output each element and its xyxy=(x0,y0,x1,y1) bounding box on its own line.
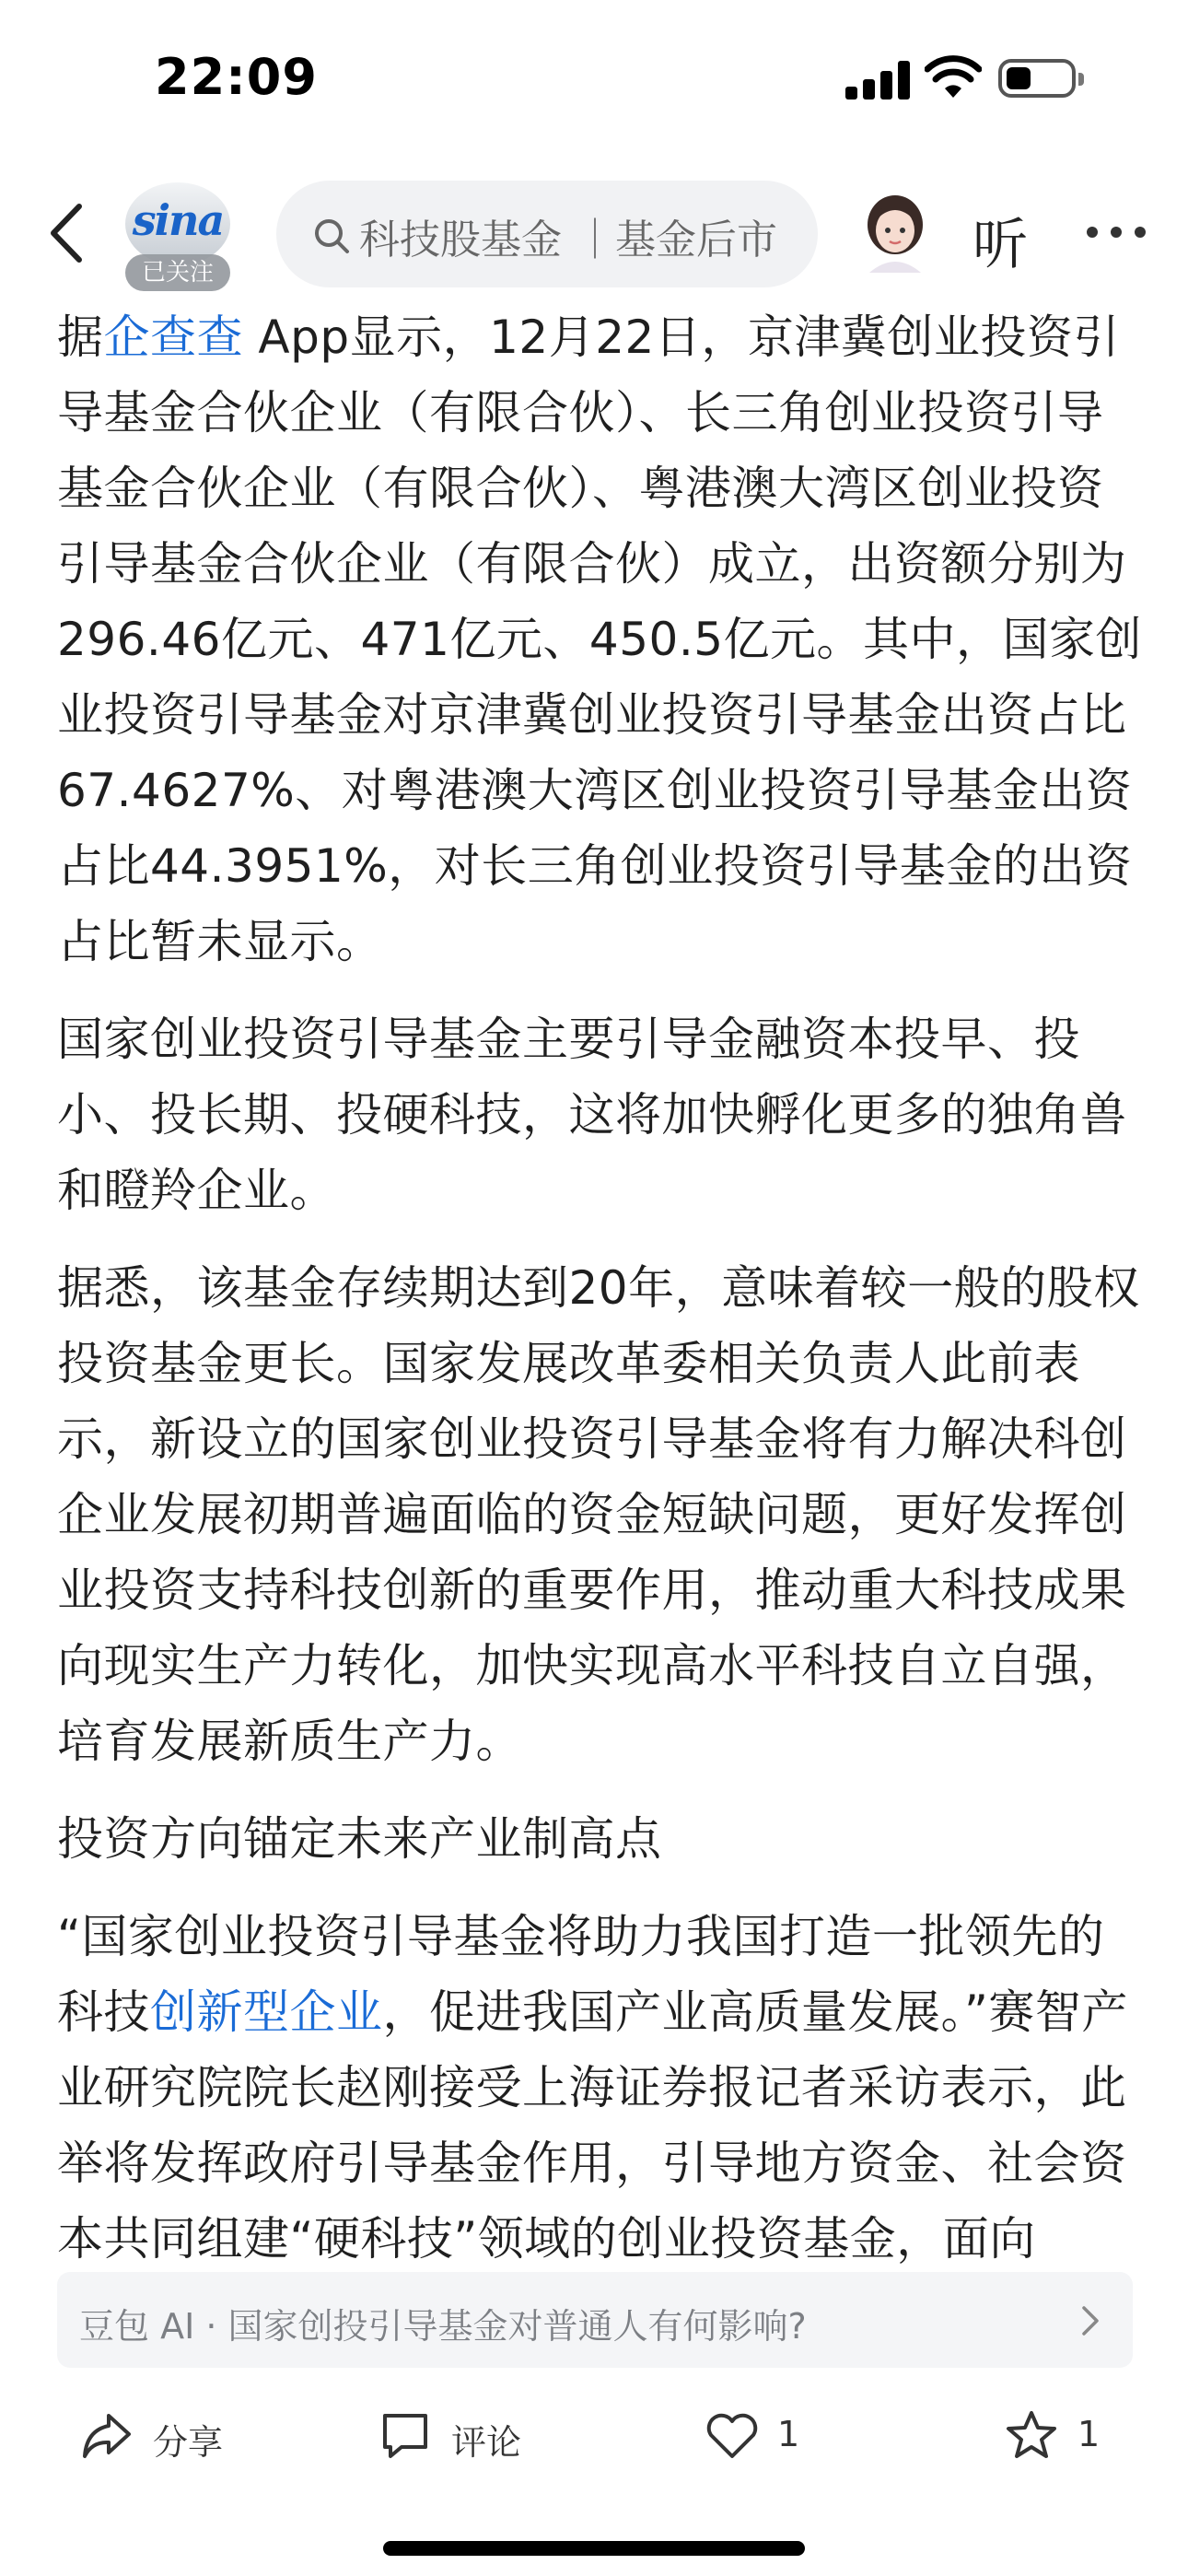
logo-text: sina xyxy=(132,195,224,245)
cellular-signal-icon xyxy=(845,61,910,100)
search-bar[interactable] xyxy=(276,181,818,287)
favorite-button[interactable] xyxy=(1004,2395,1124,2478)
keyword-link[interactable]: 创新型企业 xyxy=(150,1985,383,2039)
search-icon xyxy=(313,217,350,254)
battery-icon xyxy=(998,59,1076,98)
paragraph-text: App显示，12月22日，京津冀创业投资引导基金合伙企业（有限合伙）、长三角创业投资引导基金合伙企业（有限合伙）、粤港澳大湾区创业投资引导基金合伙企业（有限合伙）成立，出资额分别为296.46亿元、471亿元、450.5亿元。其中，国家创业投资引导基金对京津冀创业投资引导基金出资占比67.4627%、对粤港澳大湾区创业投资引导基金出资占比44.3951%，对长三角创业投资引导基金的出资占比暂未显示。 xyxy=(57,310,1143,968)
chevron-right-icon xyxy=(1079,2305,1101,2336)
follow-badge[interactable]: 已关注 xyxy=(125,254,230,291)
article-paragraph: 国家创业投资引导基金主要引导金融资本投早、投小、投长期、投硬科技，这将加快孵化更多的独角兽和瞪羚企业。 xyxy=(57,1013,1127,1217)
paragraph-text: 据 xyxy=(57,310,104,364)
status-time: 22:09 xyxy=(155,48,318,106)
article-paragraph xyxy=(57,1899,1144,2277)
more-options-icon[interactable] xyxy=(1087,227,1146,240)
status-bar xyxy=(0,0,1188,157)
search-hint-text: 科技股基金 ｜基金后市 xyxy=(359,217,777,263)
ai-suggestion-text: 豆包 AI · 国家创投引导基金对普通人有何影响? xyxy=(79,2306,807,2347)
share-button[interactable] xyxy=(79,2395,236,2478)
comment-button[interactable] xyxy=(378,2395,534,2478)
like-count: 1 xyxy=(777,2414,800,2454)
article-body xyxy=(57,299,1144,2299)
article-paragraph: 据悉，该基金存续期达到20年，意味着较一般的股权投资基金更长。国家发展改革委相关负责人此前表示，新设立的国家创业投资引导基金将有力解决科创企业发展初期普遍面临的资金短缺问题，更好发挥创业投资支持科技创新的重要作用，推动重大科技成果向现实生产力转化，加快实现高水平科技自立自强，培育发展新质生产力。 xyxy=(57,1261,1140,1768)
section-heading: 投资方向锚定未来产业制高点 xyxy=(57,1812,662,1866)
paragraph-text: ，促进我国产业高质量发展。”赛智产业研究院院长赵刚接受上海证券报记者采访表示，此举将发挥政府引导基金作用，引导地方资金、社会资本共同组建“硬科技”领域的创业投资基金，面向 xyxy=(57,1985,1128,2266)
bottom-action-bar xyxy=(0,2395,1188,2478)
favorite-count: 1 xyxy=(1077,2414,1101,2454)
heart-icon xyxy=(704,2408,761,2464)
share-label: 分享 xyxy=(153,2422,224,2463)
paragraph-text: “国家创业投资引导基金将助力我国打造一批领先的科技 xyxy=(57,1910,1105,2039)
article-paragraph xyxy=(57,299,1144,979)
comment-icon xyxy=(378,2408,433,2464)
wifi-icon xyxy=(925,55,982,101)
back-arrow-icon[interactable] xyxy=(42,201,98,265)
company-link[interactable]: 企查查 xyxy=(103,310,243,364)
listen-button[interactable]: 听 xyxy=(973,213,1028,277)
home-indicator[interactable] xyxy=(383,2541,805,2556)
star-icon xyxy=(1004,2408,1059,2464)
comment-label: 评论 xyxy=(451,2422,522,2463)
share-icon xyxy=(79,2408,134,2464)
source-avatar[interactable] xyxy=(120,182,236,291)
ai-suggestion-bar[interactable] xyxy=(57,2272,1133,2368)
assistant-avatar-icon[interactable] xyxy=(860,193,930,273)
like-button[interactable] xyxy=(704,2395,823,2478)
top-nav-bar xyxy=(0,175,1188,295)
